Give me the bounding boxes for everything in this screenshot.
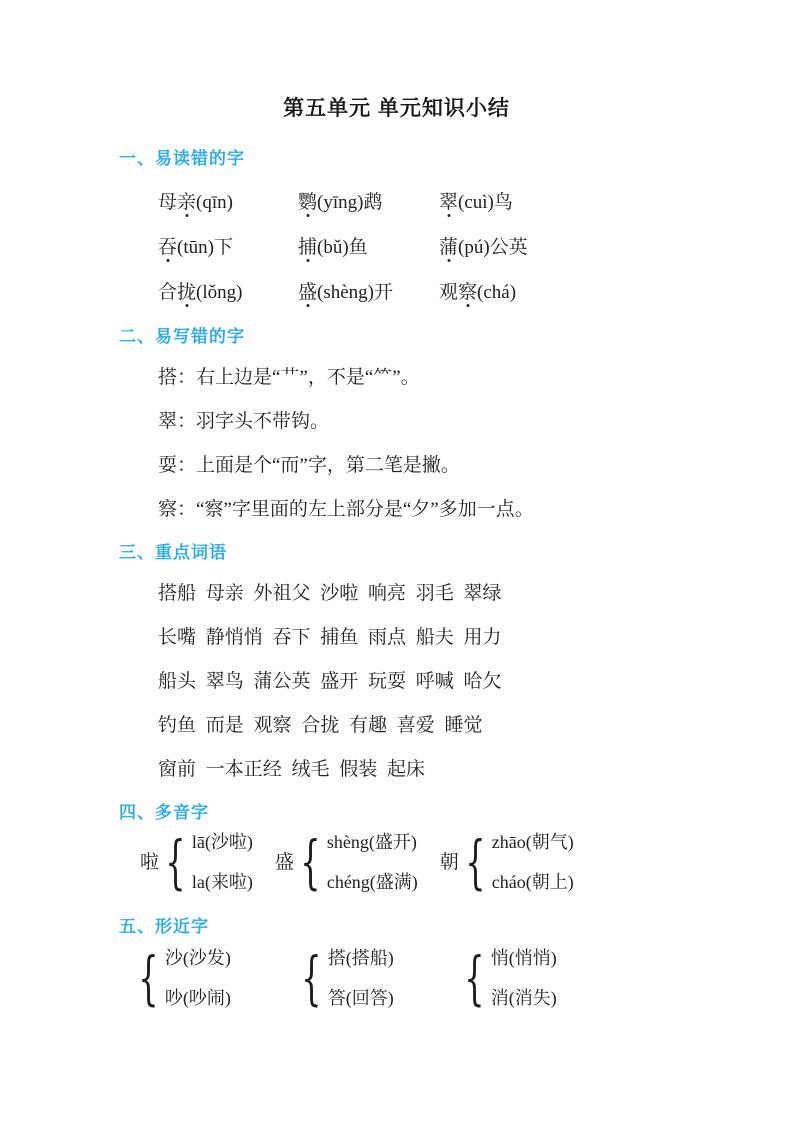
- note-line: 搭：右上边是“艹”，不是“⺮”。: [158, 367, 420, 388]
- word-line: 窗前 一本正经 绒毛 假装 起床: [158, 759, 426, 780]
- word-post: (qīn): [196, 192, 233, 213]
- word-post: (shèng)开: [317, 282, 393, 303]
- pair-top: 沙(沙发): [164, 948, 231, 968]
- reading-bottom: chéng(盛满): [326, 872, 418, 892]
- word-emphasized-char: 翠: [439, 192, 459, 213]
- reading-bottom: la(来啦): [191, 872, 253, 892]
- word-post: (bǔ)鱼: [317, 237, 368, 258]
- reading-bottom: cháo(朝上): [491, 872, 574, 892]
- word-line: 长嘴 静悄悄 吞下 捕鱼 雨点 船夫 用力: [158, 627, 502, 648]
- word-item: [439, 193, 793, 212]
- page-title: 第五单元 单元知识小结: [283, 97, 510, 120]
- word-line: 搭船 母亲 外祖父 沙啦 响亮 羽毛 翠绿: [158, 583, 502, 604]
- polyphone-char: 朝: [439, 851, 459, 873]
- similar-char-group: [132, 944, 231, 1012]
- word-emphasized-char: 拢: [177, 282, 197, 303]
- similar-char-pair: [491, 948, 557, 1008]
- brace-icon: {: [464, 944, 485, 1012]
- polyphone-readings: [327, 832, 418, 892]
- note-line: 翠：羽字头不带钩。: [158, 411, 330, 432]
- polyphone-row: [140, 828, 793, 896]
- section-heading-polyphones: 四、多音字: [119, 803, 209, 822]
- pair-bottom: 答(回答): [327, 988, 394, 1008]
- word-pre: 母: [158, 192, 178, 213]
- pair-bottom: 消(消失): [490, 988, 557, 1008]
- key-word-list: [158, 584, 793, 779]
- similar-char-row: [132, 944, 793, 1012]
- word-emphasized-char: 盛: [298, 282, 318, 303]
- similar-char-group: [295, 944, 394, 1012]
- word-pre: 合: [158, 282, 178, 303]
- pair-top: 悄(悄悄): [490, 948, 557, 968]
- section-heading-easy-miswrite: 二、易写错的字: [119, 327, 245, 346]
- polyphone-char: 啦: [140, 851, 160, 873]
- note-line: 察：“察”字里面的左上部分是“夕”多加一点。: [158, 499, 534, 520]
- word-emphasized-char: 吞: [158, 237, 178, 258]
- polyphone-group: [439, 828, 574, 896]
- brace-icon: {: [301, 944, 322, 1012]
- reading-top: lā(沙啦): [191, 832, 253, 852]
- word-post: (chá): [477, 282, 517, 303]
- word-emphasized-char: 蒲: [439, 237, 459, 258]
- word-emphasized-char: 捕: [298, 237, 318, 258]
- similar-char-pair: [328, 948, 394, 1008]
- word-post: (cuì)鸟: [458, 192, 513, 213]
- word-line: 钓鱼 而是 观察 合拢 有趣 喜爱 睡觉: [158, 715, 483, 736]
- word-emphasized-char: 察: [458, 282, 478, 303]
- word-emphasized-char: 亲: [177, 192, 197, 213]
- brace-icon: {: [300, 828, 321, 896]
- word-item: [158, 238, 298, 257]
- brace-icon: {: [465, 828, 486, 896]
- word-post: (lǒng): [196, 282, 243, 303]
- word-emphasized-char: 鹦: [298, 192, 318, 213]
- word-item: [298, 193, 439, 212]
- word-item: [158, 283, 298, 302]
- brace-icon: {: [138, 944, 159, 1012]
- pair-bottom: 吵(吵闹): [164, 988, 231, 1008]
- section-heading-key-words: 三、重点词语: [119, 543, 227, 562]
- similar-char-group: [458, 944, 557, 1012]
- note-line: 耍：上面是个“而”字，第二笔是撇。: [158, 455, 460, 476]
- misread-word-grid: [158, 193, 793, 302]
- word-item: [298, 283, 439, 302]
- word-post: (tūn)下: [177, 237, 233, 258]
- polyphone-char: 盛: [274, 851, 294, 873]
- word-item: [439, 238, 793, 257]
- reading-top: zhāo(朝气): [491, 832, 574, 852]
- pair-top: 搭(搭船): [327, 948, 394, 968]
- word-item: [439, 283, 793, 302]
- word-pre: 观: [439, 282, 459, 303]
- polyphone-group: [274, 828, 418, 896]
- section-heading-similar-chars: 五、形近字: [119, 917, 209, 936]
- section-heading-easy-misread: 一、易读错的字: [119, 149, 245, 168]
- word-item: [298, 238, 439, 257]
- polyphone-group: [140, 828, 253, 896]
- miswrite-note-list: [158, 368, 793, 519]
- similar-char-pair: [165, 948, 231, 1008]
- polyphone-readings: [192, 832, 253, 892]
- word-line: 船头 翠鸟 蒲公英 盛开 玩耍 呼喊 哈欠: [158, 671, 502, 692]
- brace-icon: {: [165, 828, 186, 896]
- reading-top: shèng(盛开): [326, 832, 417, 852]
- word-post: (yīng)鹉: [317, 192, 383, 213]
- word-post: (pú)公英: [458, 237, 528, 258]
- word-item: [158, 193, 298, 212]
- polyphone-readings: [492, 832, 574, 892]
